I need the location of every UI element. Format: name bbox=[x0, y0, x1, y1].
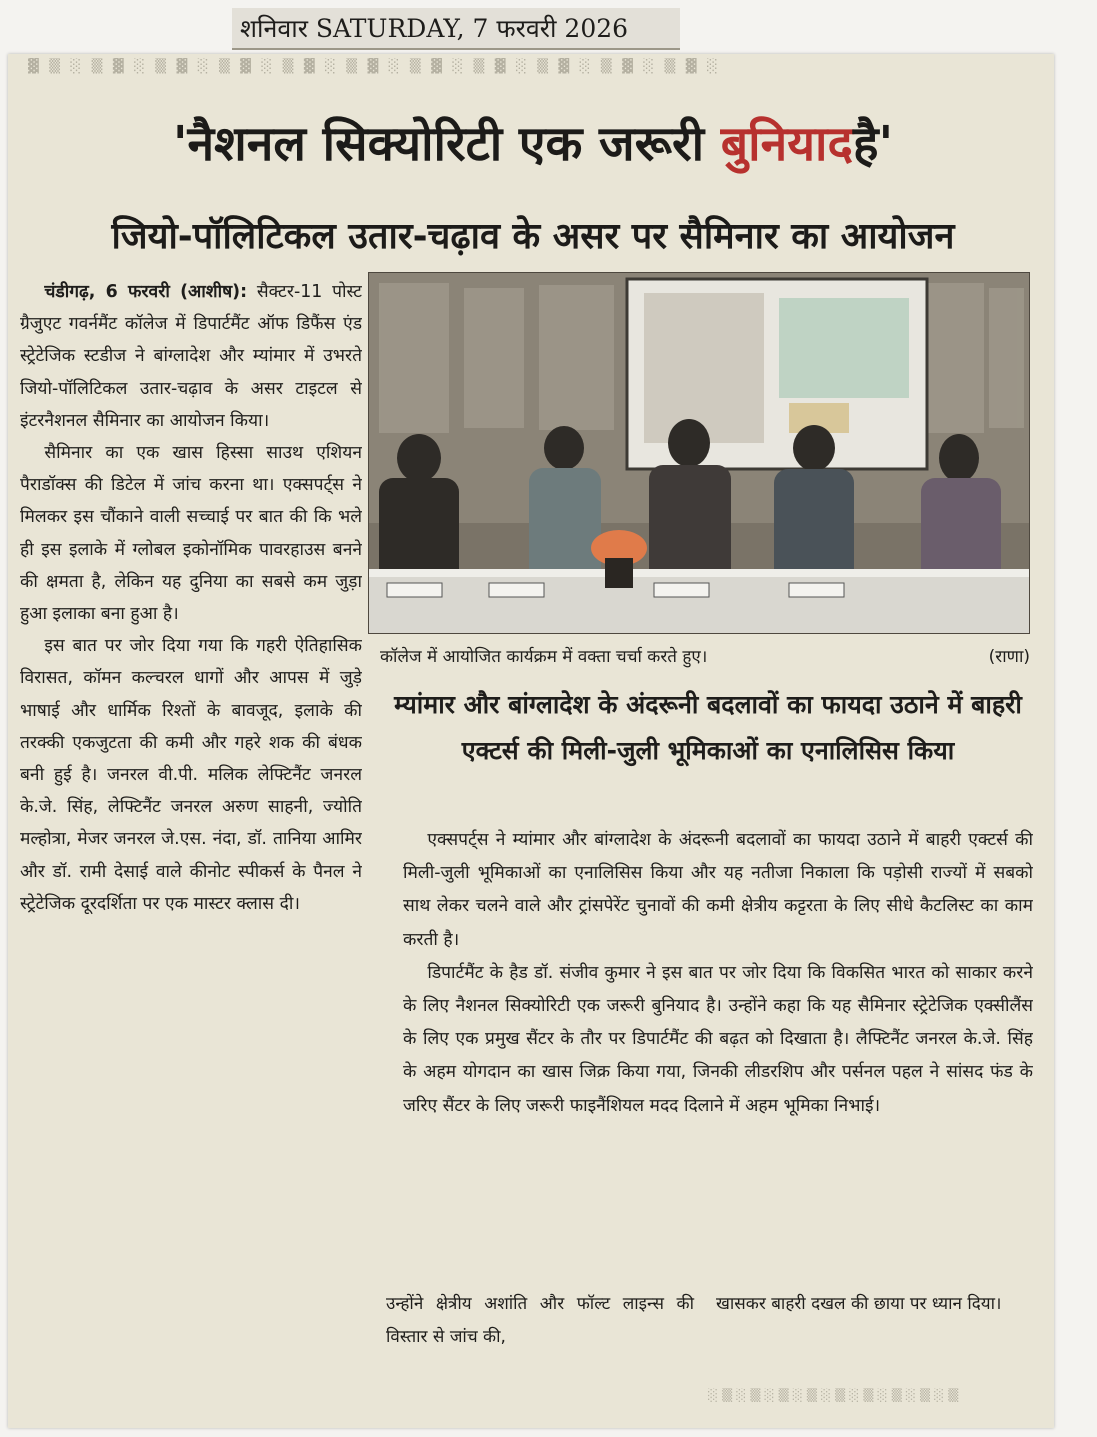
body-paragraph-1: एक्सपर्ट्स ने म्यांमार और बांग्लादेश के अंदरूनी बदलावों का फायदा उठाने में बाहरी एक्टर्स की मिली-जुली भूमिकाओं का एनालिसिस किया और यह नतीजा निकाला कि पड़ोसी राज्यों में सबको साथ लेकर चलने वाले और ट्रांसपेरेंट चुनावों की कमी क्षेत्रीय कट्टरता के लिए सीधे कैटलिस्ट का काम करती है। bbox=[403, 830, 1033, 950]
headline-main: 'नैशनल सिक्योरिटी एक जरूरी bbox=[172, 116, 705, 172]
seminar-panel-image bbox=[369, 273, 1029, 633]
paragraph-1: सैक्टर-11 पोस्ट ग्रैजुएट गवर्नमैंट कॉलेज में डिपार्टमैंट ऑफ डिफैंस एंड स्ट्रेटेजिक स्टडीज ने बांग्लादेश और म्यांमार में उभरते जियो-पॉलिटिकल उतार-चढ़ाव के असर टाइटल से इंटरनैशनल सैमिनार का आयोजन किया। bbox=[20, 282, 362, 431]
event-photo bbox=[368, 272, 1030, 634]
right-article-column bbox=[403, 824, 1033, 1244]
inner-headline: म्यांमार और बांग्लादेश के अंदरूनी बदलावों का फायदा उठाने में बाहरी एक्टर्स की मिली-जुली भूमिकाओं का एनालिसिस किया bbox=[394, 690, 1022, 765]
paragraph-2: सैमिनार का एक खास हिस्सा साउथ एशियन पैराडॉक्स की डिटेल में जांच करना था। एक्सपर्ट्स ने मिलकर इस चौंकाने वाली सच्चाई पर बात की कि भले ही इस इलाके में ग्लोबल इकोनॉमिक पावरहाउस बनने की क्षमता है, लेकिन यह दुनिया का सबसे कम जुड़ा हुआ इलाका बना हुआ है। bbox=[20, 443, 362, 625]
bleed-through-text: ▓ ▒ ░ ▒ ▓ ░ ▒ ▓ ░ ▒ ▓ ░ ▒ ▓ ░ ▒ ▓ ░ ▒ ▓ ░ ▒ ▓ ░ ▒ ▓ ░ ▒ ▓ ░ ▒ ▓ ░ bbox=[28, 58, 721, 74]
photo-caption: कॉलेज में आयोजित कार्यक्रम में वक्ता चर्चा करते हुए। bbox=[380, 647, 708, 667]
headline-end: है' bbox=[852, 116, 894, 172]
body-paragraph-2: डिपार्टमैंट के हैड डॉ. संजीव कुमार ने इस बात पर जोर दिया कि विकसित भारत को साकार करने के लिए नैशनल सिक्योरिटी एक जरूरी बुनियाद है। उन्होंने कहा कि यह सैमिनार स्ट्रेटेजिक एक्सीलैंस के लिए एक प्रमुख सैंटर के तौर पर डिपार्टमैंट की बढ़त को दिखाता है। लैफ्टिनैंट जनरल के.जे. सिंह के अहम योगदान का खास जिक्र किया गया, जिनकी लीडरशिप और पर्सनल पहल ने सांसद फंड के जरिए सैंटर के लिए जरूरी फाइनैंशियल मदद दिलाने में अहम भूमिका निभाई। bbox=[403, 962, 1033, 1116]
tail-column-left: उन्होंने क्षेत्रीय अशांति और फॉल्ट लाइन्स की विस्तार से जांच की, bbox=[386, 1294, 694, 1347]
bleed-through-text-bottom: ░ ▒ ░ ▒ ░ ▒ ░ ▒ ░ ▒ ░ ▒ ░ ▒ ░ ▒ ░ ▒ bbox=[708, 1388, 959, 1403]
headline-accent-word: बुनियाद bbox=[720, 116, 853, 172]
tail-column-right: खासकर बाहरी दखल की छाया पर ध्यान दिया। bbox=[716, 1294, 1002, 1314]
photo-caption-row bbox=[380, 642, 1030, 672]
headline bbox=[18, 94, 1048, 194]
lead-paragraph bbox=[20, 276, 362, 437]
left-article-column bbox=[20, 276, 362, 1421]
paragraph-3: इस बात पर जोर दिया गया कि गहरी ऐतिहासिक विरासत, कॉमन कल्चरल धागों और आपस में जुड़े भाषाई और धार्मिक रिश्तों के बावजूद, इलाके की तरक्की एकजुटता की कमी और गहरे शक की बंधक बनी हुई है। जनरल वी.पी. मलिक लेफ्टिनैंट जनरल के.जे. सिंह, लेफ्टिनैंट जनरल अरुण साहनी, ज्योति मल्होत्रा, मेजर जनरल जे.एस. नंदा, डॉ. तानिया आमिर और डॉ. रामी देसाई वाले कीनोट स्पीकर्स के पैनल ने स्ट्रेटेजिक दूरदर्शिता पर एक मास्टर क्लास दी। bbox=[20, 636, 362, 914]
dateline: शनिवार SATURDAY, 7 फरवरी 2026 bbox=[232, 8, 680, 50]
newspaper-clipping bbox=[8, 54, 1054, 1428]
dateline-lead: चंडीगढ़, 6 फरवरी (आशीष): bbox=[44, 282, 248, 302]
subheadline: जियो-पॉलिटिकल उतार-चढ़ाव के असर पर सैमिनार का आयोजन bbox=[111, 216, 955, 257]
photo-credit: (राणा) bbox=[988, 647, 1030, 667]
